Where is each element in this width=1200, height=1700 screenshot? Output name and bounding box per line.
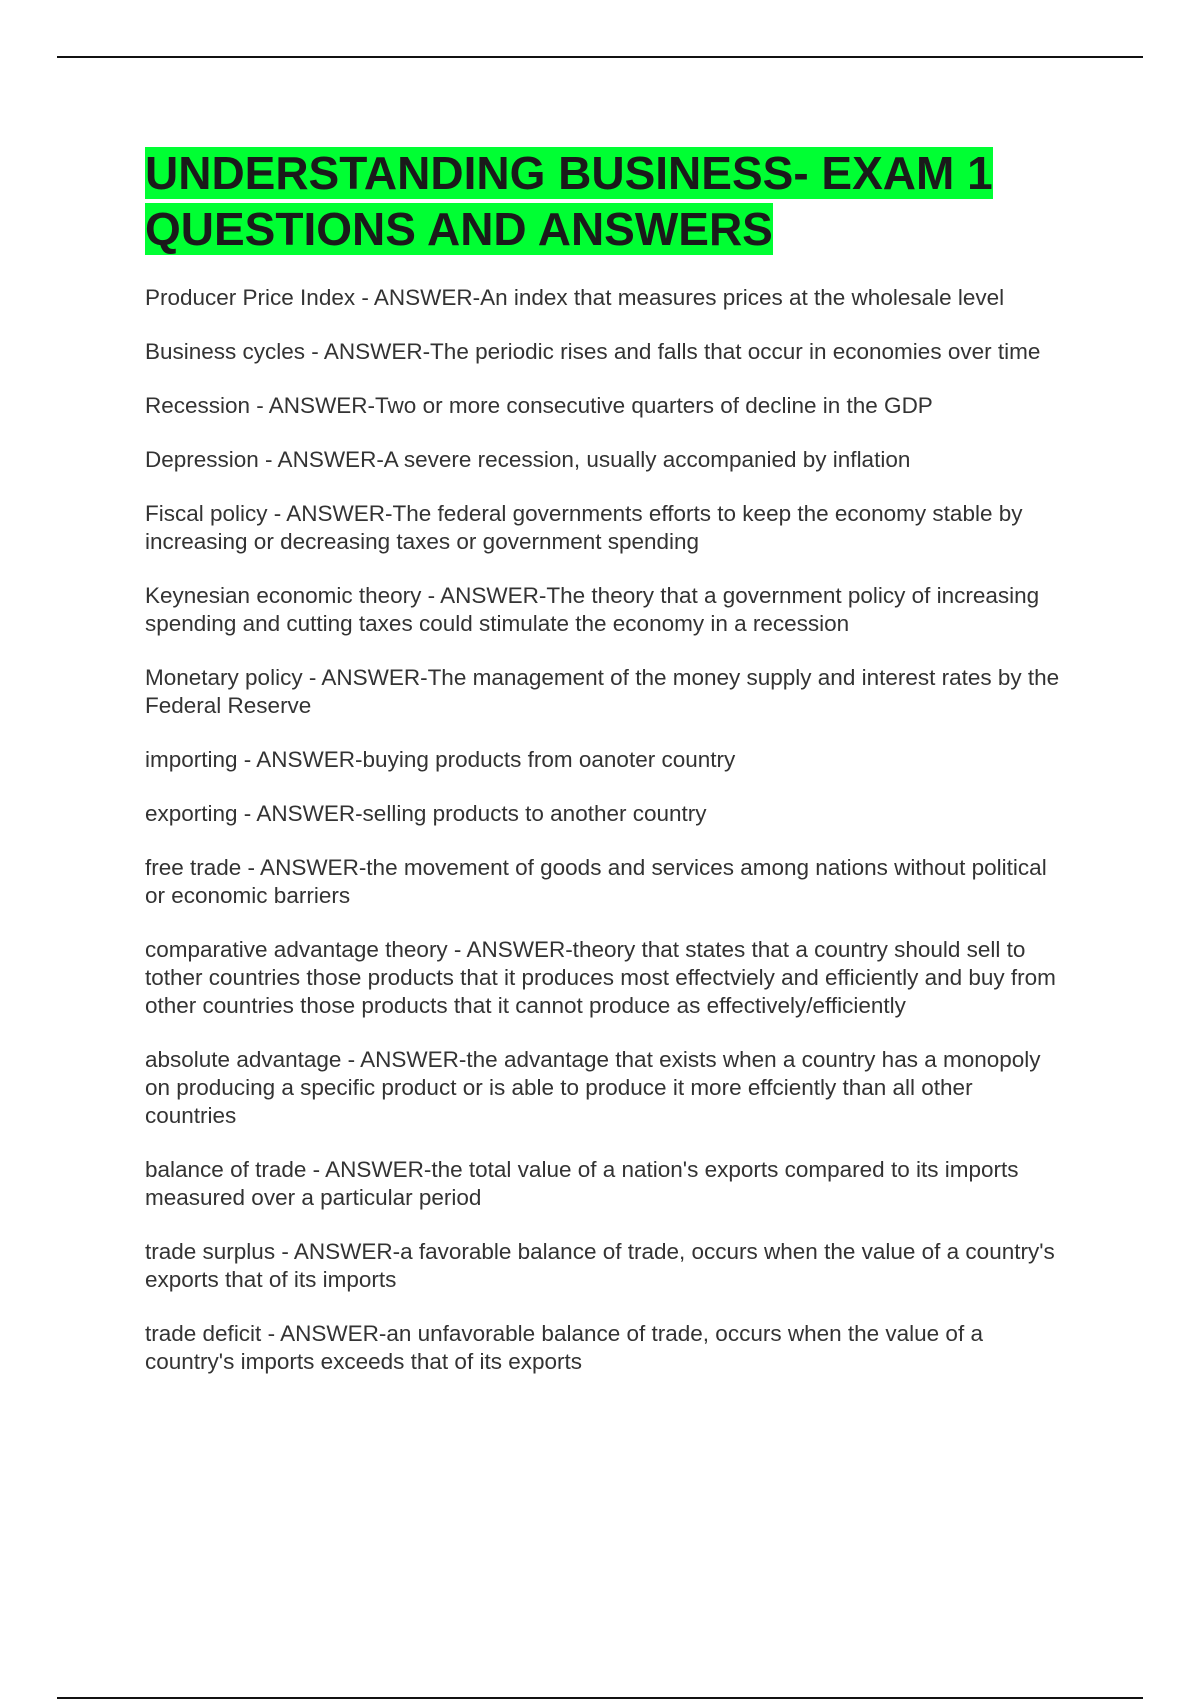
qa-entry: Monetary policy - ANSWER-The management of the money supply and interest rates by the Federal Reserve	[145, 665, 1060, 718]
qa-entry: exporting - ANSWER-selling products to another country	[145, 801, 707, 826]
qa-entry: Keynesian economic theory - ANSWER-The theory that a government policy of increasing spending and cutting taxes could stimulate the economy in a recession	[145, 583, 1040, 636]
qa-entry: balance of trade - ANSWER-the total value of a nation's exports compared to its imports measured over a particular period	[145, 1157, 1019, 1210]
document-title-text: UNDERSTANDING BUSINESS- EXAM 1 QUESTIONS AND ANSWERS	[145, 147, 993, 255]
qa-entry: trade deficit - ANSWER-an unfavorable balance of trade, occurs when the value of a country's imports exceeds that of its exports	[145, 1321, 983, 1374]
qa-entry: trade surplus - ANSWER-a favorable balance of trade, occurs when the value of a country's exports that of its imports	[145, 1239, 1055, 1292]
page-bottom-rule	[57, 1697, 1143, 1699]
document-body	[145, 145, 1065, 1402]
qa-entry: importing - ANSWER-buying products from oanoter country	[145, 747, 736, 772]
qa-entry: comparative advantage theory - ANSWER-theory that states that a country should sell to tother countries those products that it produces most effectviely and efficiently and buy from other countries those products that it cannot produce as effectively/efficiently	[145, 937, 1056, 1018]
qa-entry: Recession - ANSWER-Two or more consecutive quarters of decline in the GDP	[145, 393, 933, 418]
document-title	[145, 145, 1065, 257]
qa-entry: Depression - ANSWER-A severe recession, usually accompanied by inflation	[145, 447, 911, 472]
qa-entry: Business cycles - ANSWER-The periodic rises and falls that occur in economies over time	[145, 339, 1041, 364]
qa-entry: absolute advantage - ANSWER-the advantage that exists when a country has a monopoly on producing a specific product or is able to produce it more effciently than all other countries	[145, 1047, 1041, 1128]
page-top-rule	[57, 56, 1143, 58]
qa-entry: Fiscal policy - ANSWER-The federal governments efforts to keep the economy stable by increasing or decreasing taxes or government spending	[145, 501, 1023, 554]
qa-entry: free trade - ANSWER-the movement of goods and services among nations without political or economic barriers	[145, 855, 1047, 908]
qa-entry: Producer Price Index - ANSWER-An index that measures prices at the wholesale level	[145, 285, 1005, 310]
